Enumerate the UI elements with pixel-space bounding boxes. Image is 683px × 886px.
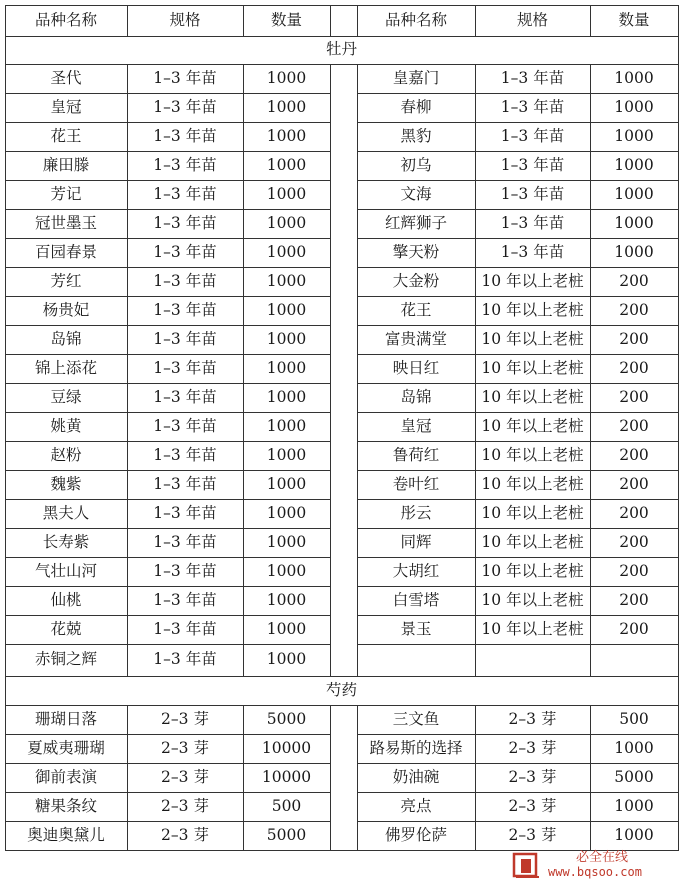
quantity: 200: [619, 590, 649, 609]
spec: 1–3 年苗: [500, 97, 565, 116]
quantity: 1000: [266, 271, 307, 290]
variety-name: 亮点: [400, 796, 432, 815]
variety-name: 赤铜之辉: [34, 650, 97, 669]
spec: 1–3 年苗: [500, 184, 565, 203]
table-rule: [357, 644, 678, 645]
variety-name: 大金粉: [392, 271, 440, 290]
quantity: 5000: [266, 709, 307, 728]
variety-name: 映日红: [392, 358, 440, 377]
table-rule: [5, 676, 678, 677]
quantity: 200: [619, 387, 649, 406]
variety-name: 佛罗伦萨: [384, 825, 447, 844]
quantity: 1000: [266, 619, 307, 638]
quantity: 5000: [614, 767, 654, 786]
variety-name: 气壮山河: [34, 561, 97, 580]
spec: 1–3 年苗: [153, 619, 217, 638]
spec: 2–3 芽: [508, 709, 557, 728]
site-watermark: [512, 846, 680, 884]
variety-name: 富贵满堂: [384, 329, 447, 348]
column-header: 品种名称: [384, 10, 447, 29]
table-rule: [678, 5, 679, 851]
spec: 1–3 年苗: [500, 213, 565, 232]
spec: 2–3 芽: [161, 796, 209, 815]
variety-name: 赵粉: [50, 445, 82, 464]
spec: 2–3 芽: [161, 825, 209, 844]
quantity: 1000: [266, 126, 307, 145]
spec: 1–3 年苗: [153, 300, 217, 319]
variety-name: 豆绿: [50, 387, 82, 406]
quantity: 1000: [614, 126, 654, 145]
variety-name: 芳记: [50, 184, 82, 203]
variety-name: 鲁荷红: [392, 445, 440, 464]
spec: 2–3 芽: [161, 738, 209, 757]
variety-name: 御前表演: [34, 767, 97, 786]
spec: 1–3 年苗: [153, 503, 217, 522]
spec: 2–3 芽: [508, 796, 557, 815]
table-rule: [330, 64, 331, 676]
table-rule: [475, 5, 476, 36]
variety-name: 大胡红: [392, 561, 440, 580]
spec: 10 年以上老桩: [481, 532, 584, 551]
variety-name: 擎天粉: [392, 242, 440, 261]
spec: 2–3 芽: [161, 709, 209, 728]
spec: 1–3 年苗: [153, 329, 217, 348]
spec: 1–3 年苗: [153, 271, 217, 290]
column-header: 品种名称: [34, 10, 97, 29]
variety-name: 黑豹: [400, 126, 432, 145]
quantity: 1000: [266, 387, 307, 406]
variety-name: 三文鱼: [392, 709, 440, 728]
table-rule: [330, 5, 331, 36]
variety-name: 文海: [400, 184, 432, 203]
variety-name: 花兢: [50, 619, 82, 638]
spec: 1–3 年苗: [153, 213, 217, 232]
quantity: 1000: [266, 155, 307, 174]
table-rule: [127, 5, 128, 36]
quantity: 1000: [266, 68, 307, 87]
variety-name: 长寿紫: [42, 532, 90, 551]
variety-name: 花王: [400, 300, 432, 319]
quantity: 1000: [266, 329, 307, 348]
variety-name: 芳红: [50, 271, 82, 290]
table-rule: [330, 705, 331, 850]
quantity: 1000: [614, 796, 654, 815]
variety-name: 皇冠: [400, 416, 432, 435]
quantity: 1000: [266, 416, 307, 435]
quantity: 200: [619, 416, 649, 435]
spec: 1–3 年苗: [500, 155, 565, 174]
spec: 10 年以上老桩: [481, 387, 584, 406]
variety-name: 路易斯的选择: [369, 738, 463, 757]
quantity: 1000: [266, 532, 307, 551]
quantity: 1000: [266, 97, 307, 116]
spec: 2–3 芽: [161, 767, 209, 786]
variety-name: 仙桃: [50, 590, 82, 609]
quantity: 200: [619, 561, 649, 580]
spec: 2–3 芽: [508, 738, 557, 757]
spec: 1–3 年苗: [153, 155, 217, 174]
quantity: 10000: [261, 738, 312, 757]
quantity: 500: [619, 709, 649, 728]
quantity: 1000: [266, 300, 307, 319]
spec: 1–3 年苗: [500, 242, 565, 261]
spec: 1–3 年苗: [153, 387, 217, 406]
quantity: 1000: [614, 213, 654, 232]
spec: 10 年以上老桩: [481, 561, 584, 580]
variety-name: 冠世墨玉: [34, 213, 97, 232]
quantity: 1000: [614, 738, 654, 757]
quantity: 1000: [614, 242, 654, 261]
variety-name: 杨贵妃: [42, 300, 90, 319]
spec: 2–3 芽: [508, 825, 557, 844]
quantity: 200: [619, 300, 649, 319]
quantity: 200: [619, 474, 649, 493]
spec: 1–3 年苗: [153, 416, 217, 435]
column-header: 规格: [516, 10, 548, 29]
variety-name: 夏威夷珊瑚: [27, 738, 105, 757]
quantity: 200: [619, 329, 649, 348]
variety-name: 红辉狮子: [384, 213, 447, 232]
spec: 1–3 年苗: [153, 242, 217, 261]
variety-name: 皇冠: [50, 97, 82, 116]
variety-name: 圣代: [50, 68, 82, 87]
spec: 2–3 芽: [508, 767, 557, 786]
spec: 1–3 年苗: [153, 561, 217, 580]
spec: 1–3 年苗: [500, 68, 565, 87]
spec: 10 年以上老桩: [481, 590, 584, 609]
watermark-url: www.bqsoo.com: [548, 864, 642, 879]
quantity: 1000: [614, 97, 654, 116]
spec: 10 年以上老桩: [481, 445, 584, 464]
spec: 10 年以上老桩: [481, 416, 584, 435]
spec: 1–3 年苗: [153, 68, 217, 87]
quantity: 10000: [261, 767, 312, 786]
quantity: 500: [271, 796, 302, 815]
spec: 1–3 年苗: [153, 126, 217, 145]
spec: 10 年以上老桩: [481, 329, 584, 348]
table-rule: [357, 5, 358, 36]
section-title: 芍药: [325, 680, 357, 699]
quantity: 1000: [266, 474, 307, 493]
quantity: 200: [619, 358, 649, 377]
variety-name: 黑夫人: [42, 503, 90, 522]
variety-name: 花王: [50, 126, 82, 145]
spec: 10 年以上老桩: [481, 271, 584, 290]
quantity: 200: [619, 503, 649, 522]
column-header: 规格: [169, 10, 201, 29]
spec: 10 年以上老桩: [481, 619, 584, 638]
variety-name: 锦上添花: [34, 358, 97, 377]
quantity: 1000: [614, 825, 654, 844]
quantity: 200: [619, 271, 649, 290]
variety-name: 魏紫: [50, 474, 82, 493]
quantity: 1000: [266, 503, 307, 522]
variety-name: 白雪塔: [392, 590, 440, 609]
spec: 1–3 年苗: [153, 590, 217, 609]
variety-name: 彤云: [400, 503, 432, 522]
spec: 10 年以上老桩: [481, 474, 584, 493]
quantity: 1000: [266, 358, 307, 377]
variety-name: 同辉: [400, 532, 432, 551]
quantity: 1000: [266, 445, 307, 464]
variety-name: 百园春景: [34, 242, 97, 261]
variety-name: 春柳: [400, 97, 432, 116]
section-title: 牡丹: [325, 40, 357, 59]
quantity: 1000: [614, 68, 654, 87]
column-header: 数量: [270, 10, 302, 29]
spec: 1–3 年苗: [500, 126, 565, 145]
quantity: 1000: [266, 561, 307, 580]
table-rule: [590, 5, 591, 36]
spec: 1–3 年苗: [153, 532, 217, 551]
site-logo-icon: [512, 850, 542, 880]
spec: 10 年以上老桩: [481, 358, 584, 377]
spec: 1–3 年苗: [153, 97, 217, 116]
variety-name: 卷叶红: [392, 474, 440, 493]
variety-name: 岛锦: [400, 387, 432, 406]
quantity: 1000: [614, 184, 654, 203]
spec: 1–3 年苗: [153, 358, 217, 377]
quantity: 1000: [266, 650, 307, 669]
variety-name: 珊瑚日落: [34, 709, 97, 728]
spec: 10 年以上老桩: [481, 300, 584, 319]
quantity: 1000: [266, 184, 307, 203]
quantity: 1000: [266, 242, 307, 261]
variety-name: 糖果条纹: [34, 796, 97, 815]
quantity: 5000: [266, 825, 307, 844]
spec: 1–3 年苗: [153, 650, 217, 669]
quantity: 200: [619, 532, 649, 551]
table-rule: [5, 5, 678, 6]
column-header: 数量: [618, 10, 650, 29]
spec: 1–3 年苗: [153, 445, 217, 464]
spec: 1–3 年苗: [153, 474, 217, 493]
quantity: 1000: [266, 213, 307, 232]
quantity: 200: [619, 445, 649, 464]
variety-name: 景玉: [400, 619, 432, 638]
spec: 1–3 年苗: [153, 184, 217, 203]
variety-name: 奥迪奥黛儿: [27, 825, 105, 844]
variety-name: 奶油碗: [392, 767, 440, 786]
quantity: 1000: [266, 590, 307, 609]
variety-name: 皇嘉门: [392, 68, 440, 87]
variety-name: 岛锦: [50, 329, 82, 348]
quantity: 200: [619, 619, 649, 638]
variety-name: 姚黄: [50, 416, 82, 435]
watermark-title: 必全在线: [576, 849, 629, 865]
quantity: 1000: [614, 155, 654, 174]
spec: 10 年以上老桩: [481, 503, 584, 522]
variety-name: 廉田滕: [42, 155, 90, 174]
variety-name: 初乌: [400, 155, 432, 174]
table-rule: [243, 5, 244, 36]
